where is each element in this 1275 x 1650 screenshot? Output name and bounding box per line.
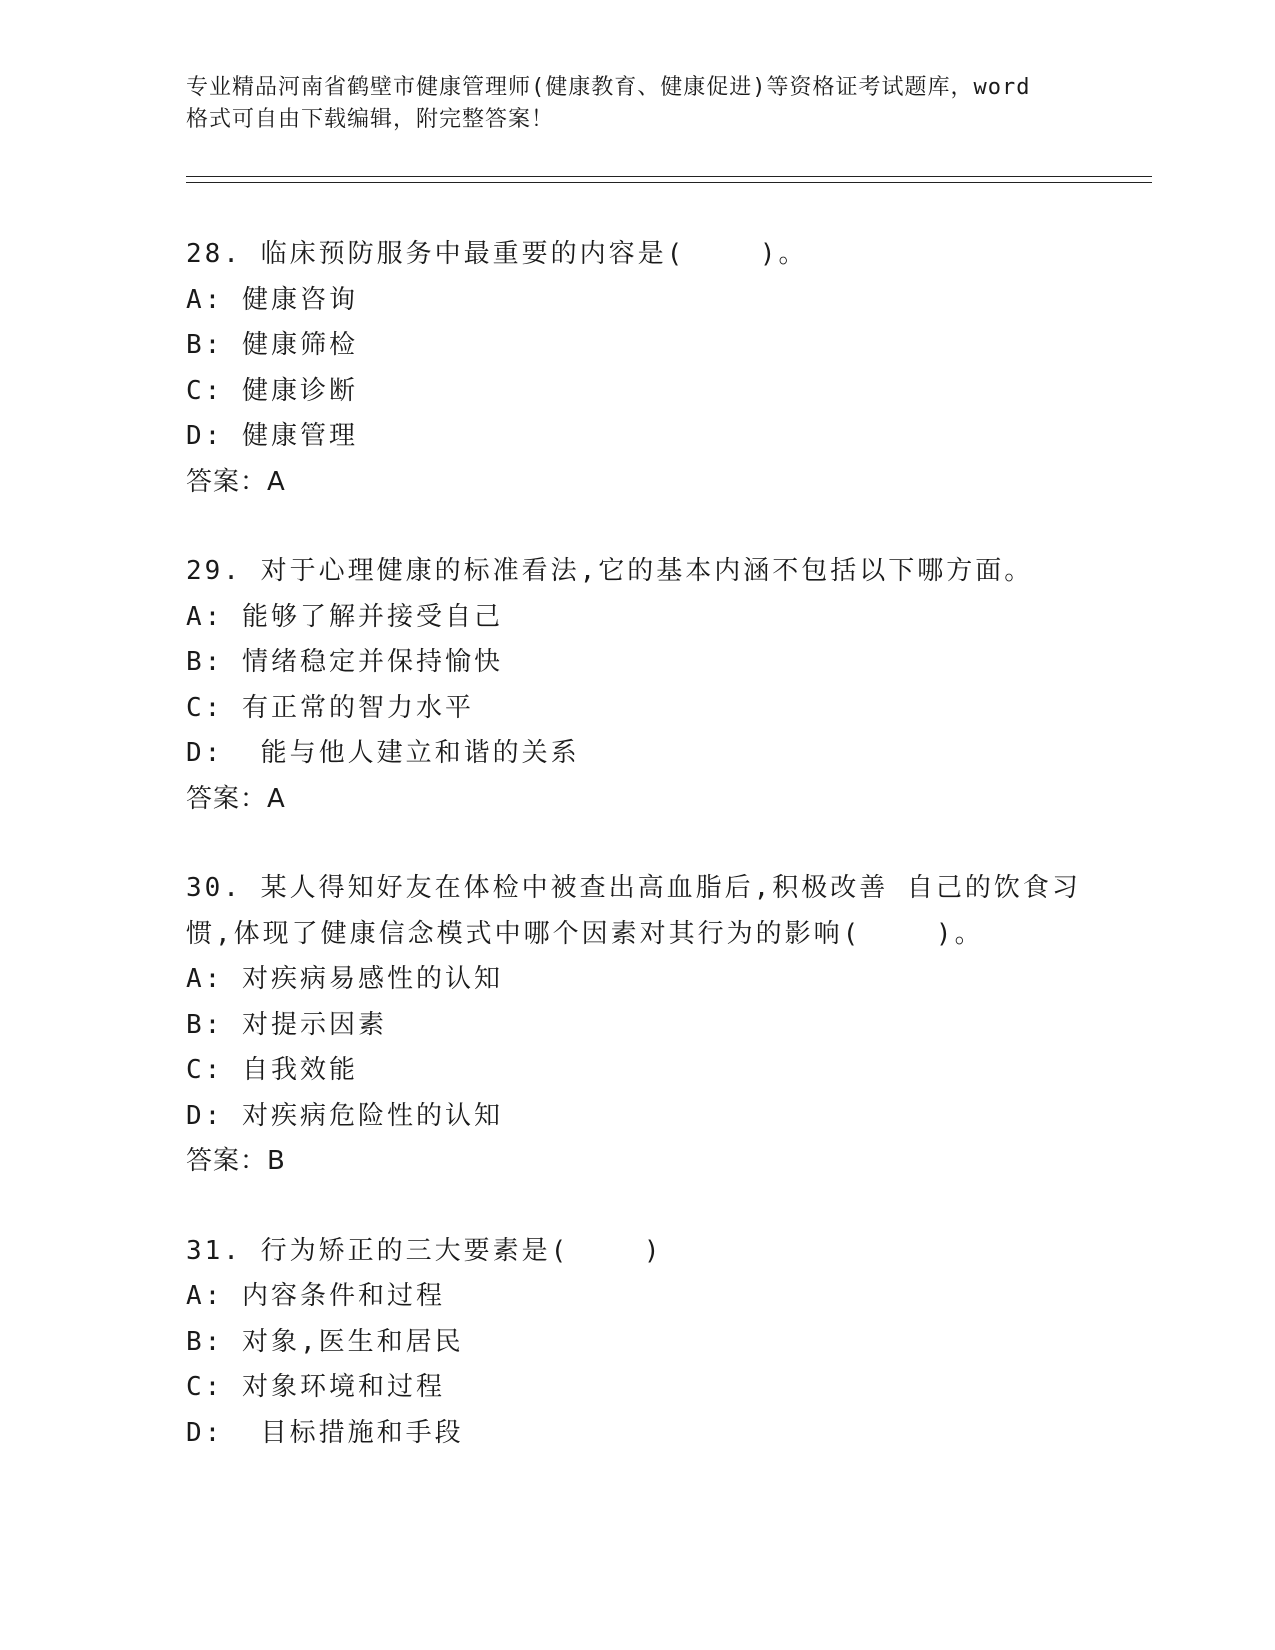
- question-29: [186, 549, 1086, 822]
- option-a: A: 对疾病易感性的认知: [186, 964, 503, 994]
- option-d: D: 健康管理: [186, 421, 358, 451]
- question-text: 28. 临床预防服务中最重要的内容是( )。: [186, 239, 808, 269]
- header-line-2: 格式可自由下载编辑，附完整答案！: [186, 107, 555, 132]
- option-b: B: 对象,医生和居民: [186, 1326, 464, 1357]
- option-a: A: 能够了解并接受自己: [186, 601, 503, 632]
- question-text-line-2: 惯,体现了健康信念模式中哪个因素对其行为的影响( )。: [186, 918, 984, 949]
- question-28: [186, 232, 1086, 505]
- option-c: C: 自我效能: [186, 1055, 358, 1085]
- option-d: D: 能与他人建立和谐的关系: [186, 738, 580, 768]
- option-c: C: 健康诊断: [186, 375, 358, 406]
- document-header: [186, 72, 1086, 136]
- option-a: A: 内容条件和过程: [186, 1281, 445, 1311]
- option-a: A: 健康咨询: [186, 284, 358, 315]
- option-b: B: 健康筛检: [186, 330, 358, 360]
- header-divider-top: [186, 176, 1152, 177]
- question-30: [186, 866, 1086, 1185]
- option-d: D: 对疾病危险性的认知: [186, 1100, 503, 1131]
- option-b: B: 情绪稳定并保持愉快: [186, 647, 503, 677]
- option-c: C: 对象环境和过程: [186, 1372, 445, 1402]
- question-31: [186, 1229, 1086, 1457]
- option-b: B: 对提示因素: [186, 1009, 387, 1040]
- question-text-line-1: 30. 某人得知好友在体检中被查出高血脂后,积极改善 自己的饮食习: [186, 873, 1081, 903]
- question-text: 29. 对于心理健康的标准看法,它的基本内涵不包括以下哪方面。: [186, 556, 1034, 586]
- header-line-1: 专业精品河南省鹤壁市健康管理师(健康教育、健康促进)等资格证考试题库，word: [186, 75, 1031, 100]
- question-list: [186, 232, 1086, 1500]
- answer: 答案：B: [186, 1146, 286, 1176]
- answer: 答案：A: [186, 783, 286, 814]
- header-divider-bottom: [186, 182, 1152, 183]
- option-c: C: 有正常的智力水平: [186, 692, 474, 723]
- question-text: 31. 行为矫正的三大要素是( ): [186, 1235, 663, 1266]
- answer: 答案：A: [186, 466, 286, 497]
- option-d: D: 目标措施和手段: [186, 1417, 464, 1448]
